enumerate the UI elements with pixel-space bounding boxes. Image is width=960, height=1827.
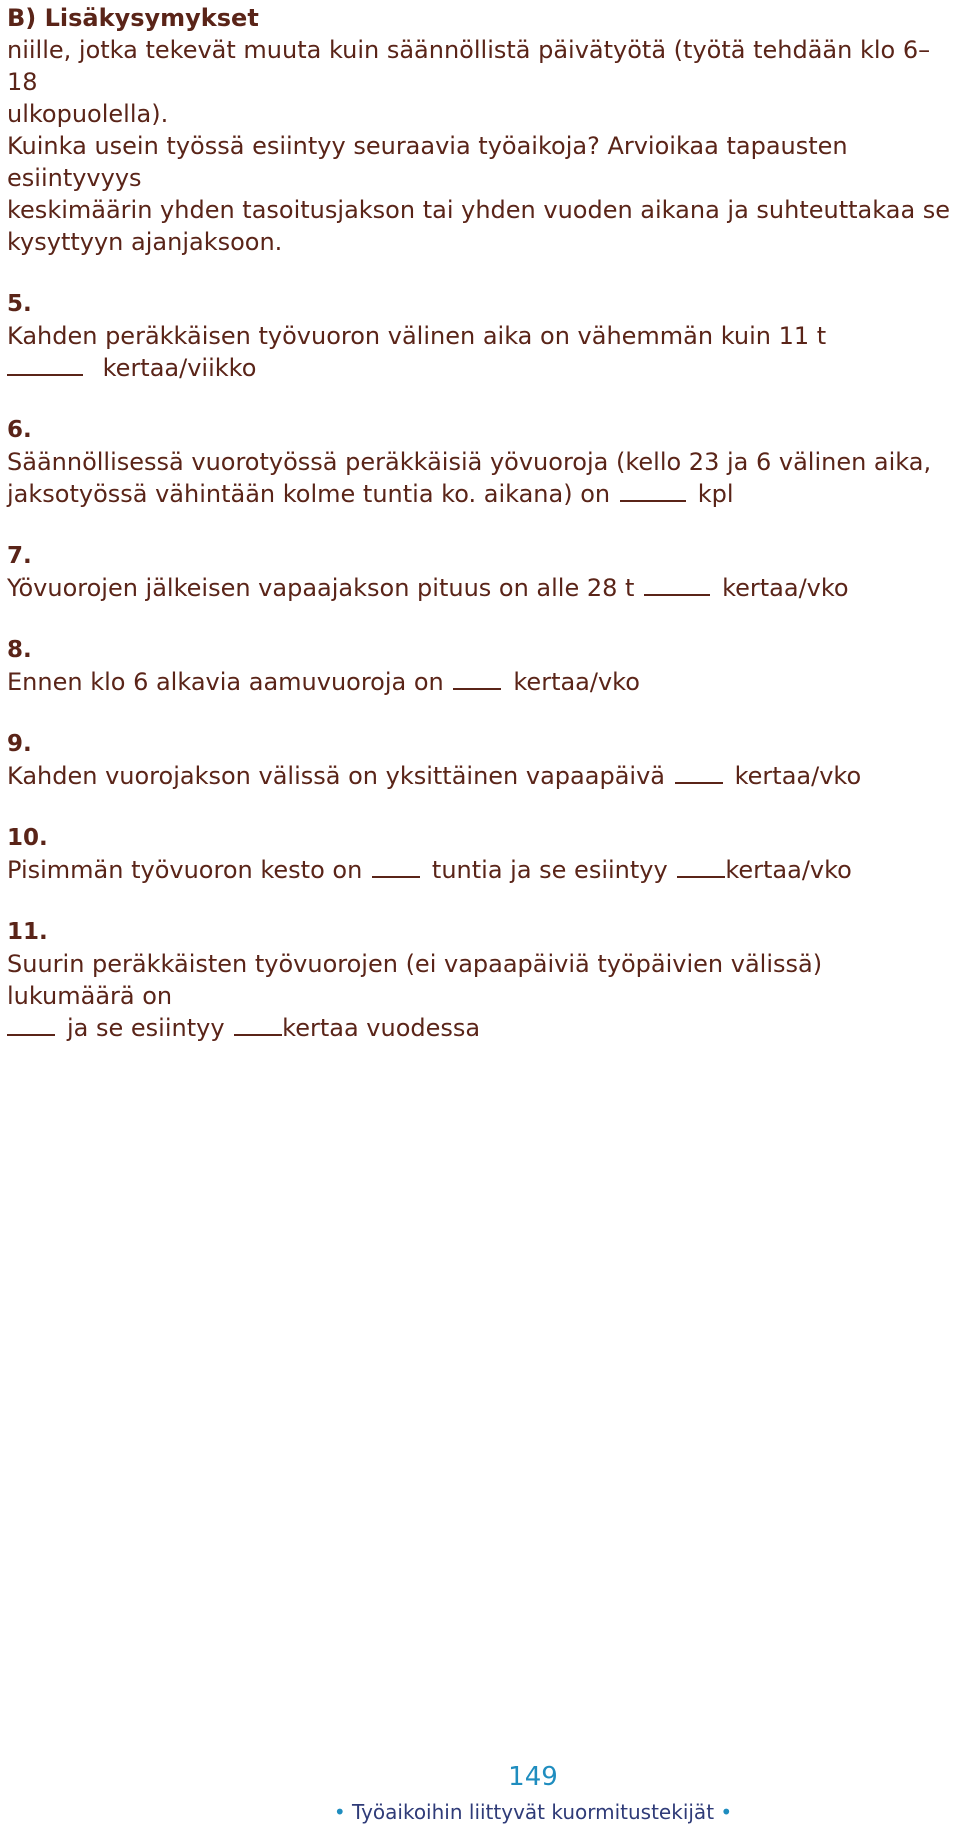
question-text-line	[7, 572, 952, 604]
question-5	[7, 288, 952, 384]
question-number: 10.	[7, 825, 48, 851]
answer-blank[interactable]	[644, 572, 710, 596]
intro-line: keskimäärin yhden tasoitusjakson tai yhden vuoden aikana ja suhteuttakaa se	[7, 196, 951, 224]
intro-line: Kuinka usein työssä esiintyy seuraavia työaikoja? Arvioikaa tapausten esiintyvyys	[7, 132, 848, 192]
question-11	[7, 916, 952, 1044]
question-number: 5.	[7, 291, 32, 317]
question-text: Suurin peräkkäisten työvuorojen (ei vapaapäiviä työpäivien välissä) lukumäärä on	[7, 950, 823, 1010]
intro-line: niille, jotka tekevät muuta kuin säännöllistä päivätyötä (työtä tehdään klo 6–18	[7, 36, 931, 96]
question-unit: kertaa/vko	[725, 856, 852, 884]
question-unit: kpl	[697, 480, 734, 508]
question-text-line	[7, 760, 952, 792]
section-heading: B) Lisäkysymykset	[7, 4, 259, 32]
answer-blank[interactable]	[620, 478, 686, 502]
intro-paragraph	[7, 34, 952, 258]
answer-blank[interactable]	[7, 1012, 55, 1036]
question-10	[7, 822, 952, 886]
question-text-part: Pisimmän työvuoron kesto on	[7, 856, 370, 884]
document-page	[7, 0, 952, 1044]
question-text-line	[7, 854, 952, 886]
bullet-icon: •	[720, 1800, 733, 1824]
question-number: 8.	[7, 637, 32, 663]
answer-blank[interactable]	[677, 854, 725, 878]
question-text-line	[7, 666, 952, 698]
question-text-part: ja se esiintyy	[67, 1014, 233, 1042]
question-number: 7.	[7, 543, 32, 569]
answer-blank[interactable]	[234, 1012, 282, 1036]
question-text-part: Yövuorojen jälkeisen vapaajakson pituus on alle 28 t	[7, 574, 643, 602]
question-text-line	[7, 478, 952, 510]
question-text-part: Kahden vuorojakson välissä on yksittäinen vapaapäivä	[7, 762, 673, 790]
bullet-icon: •	[333, 1800, 346, 1824]
question-text-part: tuntia ja se esiintyy	[431, 856, 676, 884]
question-text-part: Ennen klo 6 alkavia aamuvuoroja on	[7, 668, 452, 696]
question-9	[7, 728, 952, 792]
intro-line: kysyttyyn ajanjaksoon.	[7, 228, 283, 256]
question-text: Säännöllisessä vuorotyössä peräkkäisiä yövuoroja (kello 23 ja 6 välinen aika,	[7, 448, 932, 476]
page-footer	[0, 1762, 960, 1826]
question-unit: kertaa/viikko	[95, 354, 257, 382]
question-8	[7, 634, 952, 698]
footer-title: Työaikoihin liittyvät kuormitustekijät	[351, 1800, 715, 1824]
question-number: 11.	[7, 919, 48, 945]
question-unit: kertaa/vko	[722, 574, 849, 602]
question-unit: kertaa/vko	[513, 668, 640, 696]
question-text: Kahden peräkkäisen työvuoron välinen aika on vähemmän kuin 11 t	[7, 322, 827, 350]
answer-blank[interactable]	[7, 352, 83, 376]
question-text-line	[7, 352, 952, 384]
question-text-line	[7, 1012, 952, 1044]
page-number: 149	[508, 1762, 558, 1792]
answer-blank[interactable]	[372, 854, 420, 878]
question-number: 9.	[7, 731, 32, 757]
intro-line: ulkopuolella).	[7, 100, 169, 128]
question-unit: kertaa/vko	[734, 762, 862, 790]
footer-title-line	[106, 1798, 960, 1826]
question-text-part: jaksotyössä vähintään kolme tuntia ko. aikana) on	[7, 480, 618, 508]
question-number: 6.	[7, 417, 32, 443]
question-6	[7, 414, 952, 510]
answer-blank[interactable]	[675, 760, 723, 784]
answer-blank[interactable]	[453, 666, 501, 690]
question-unit: kertaa vuodessa	[282, 1014, 481, 1042]
question-7	[7, 540, 952, 604]
